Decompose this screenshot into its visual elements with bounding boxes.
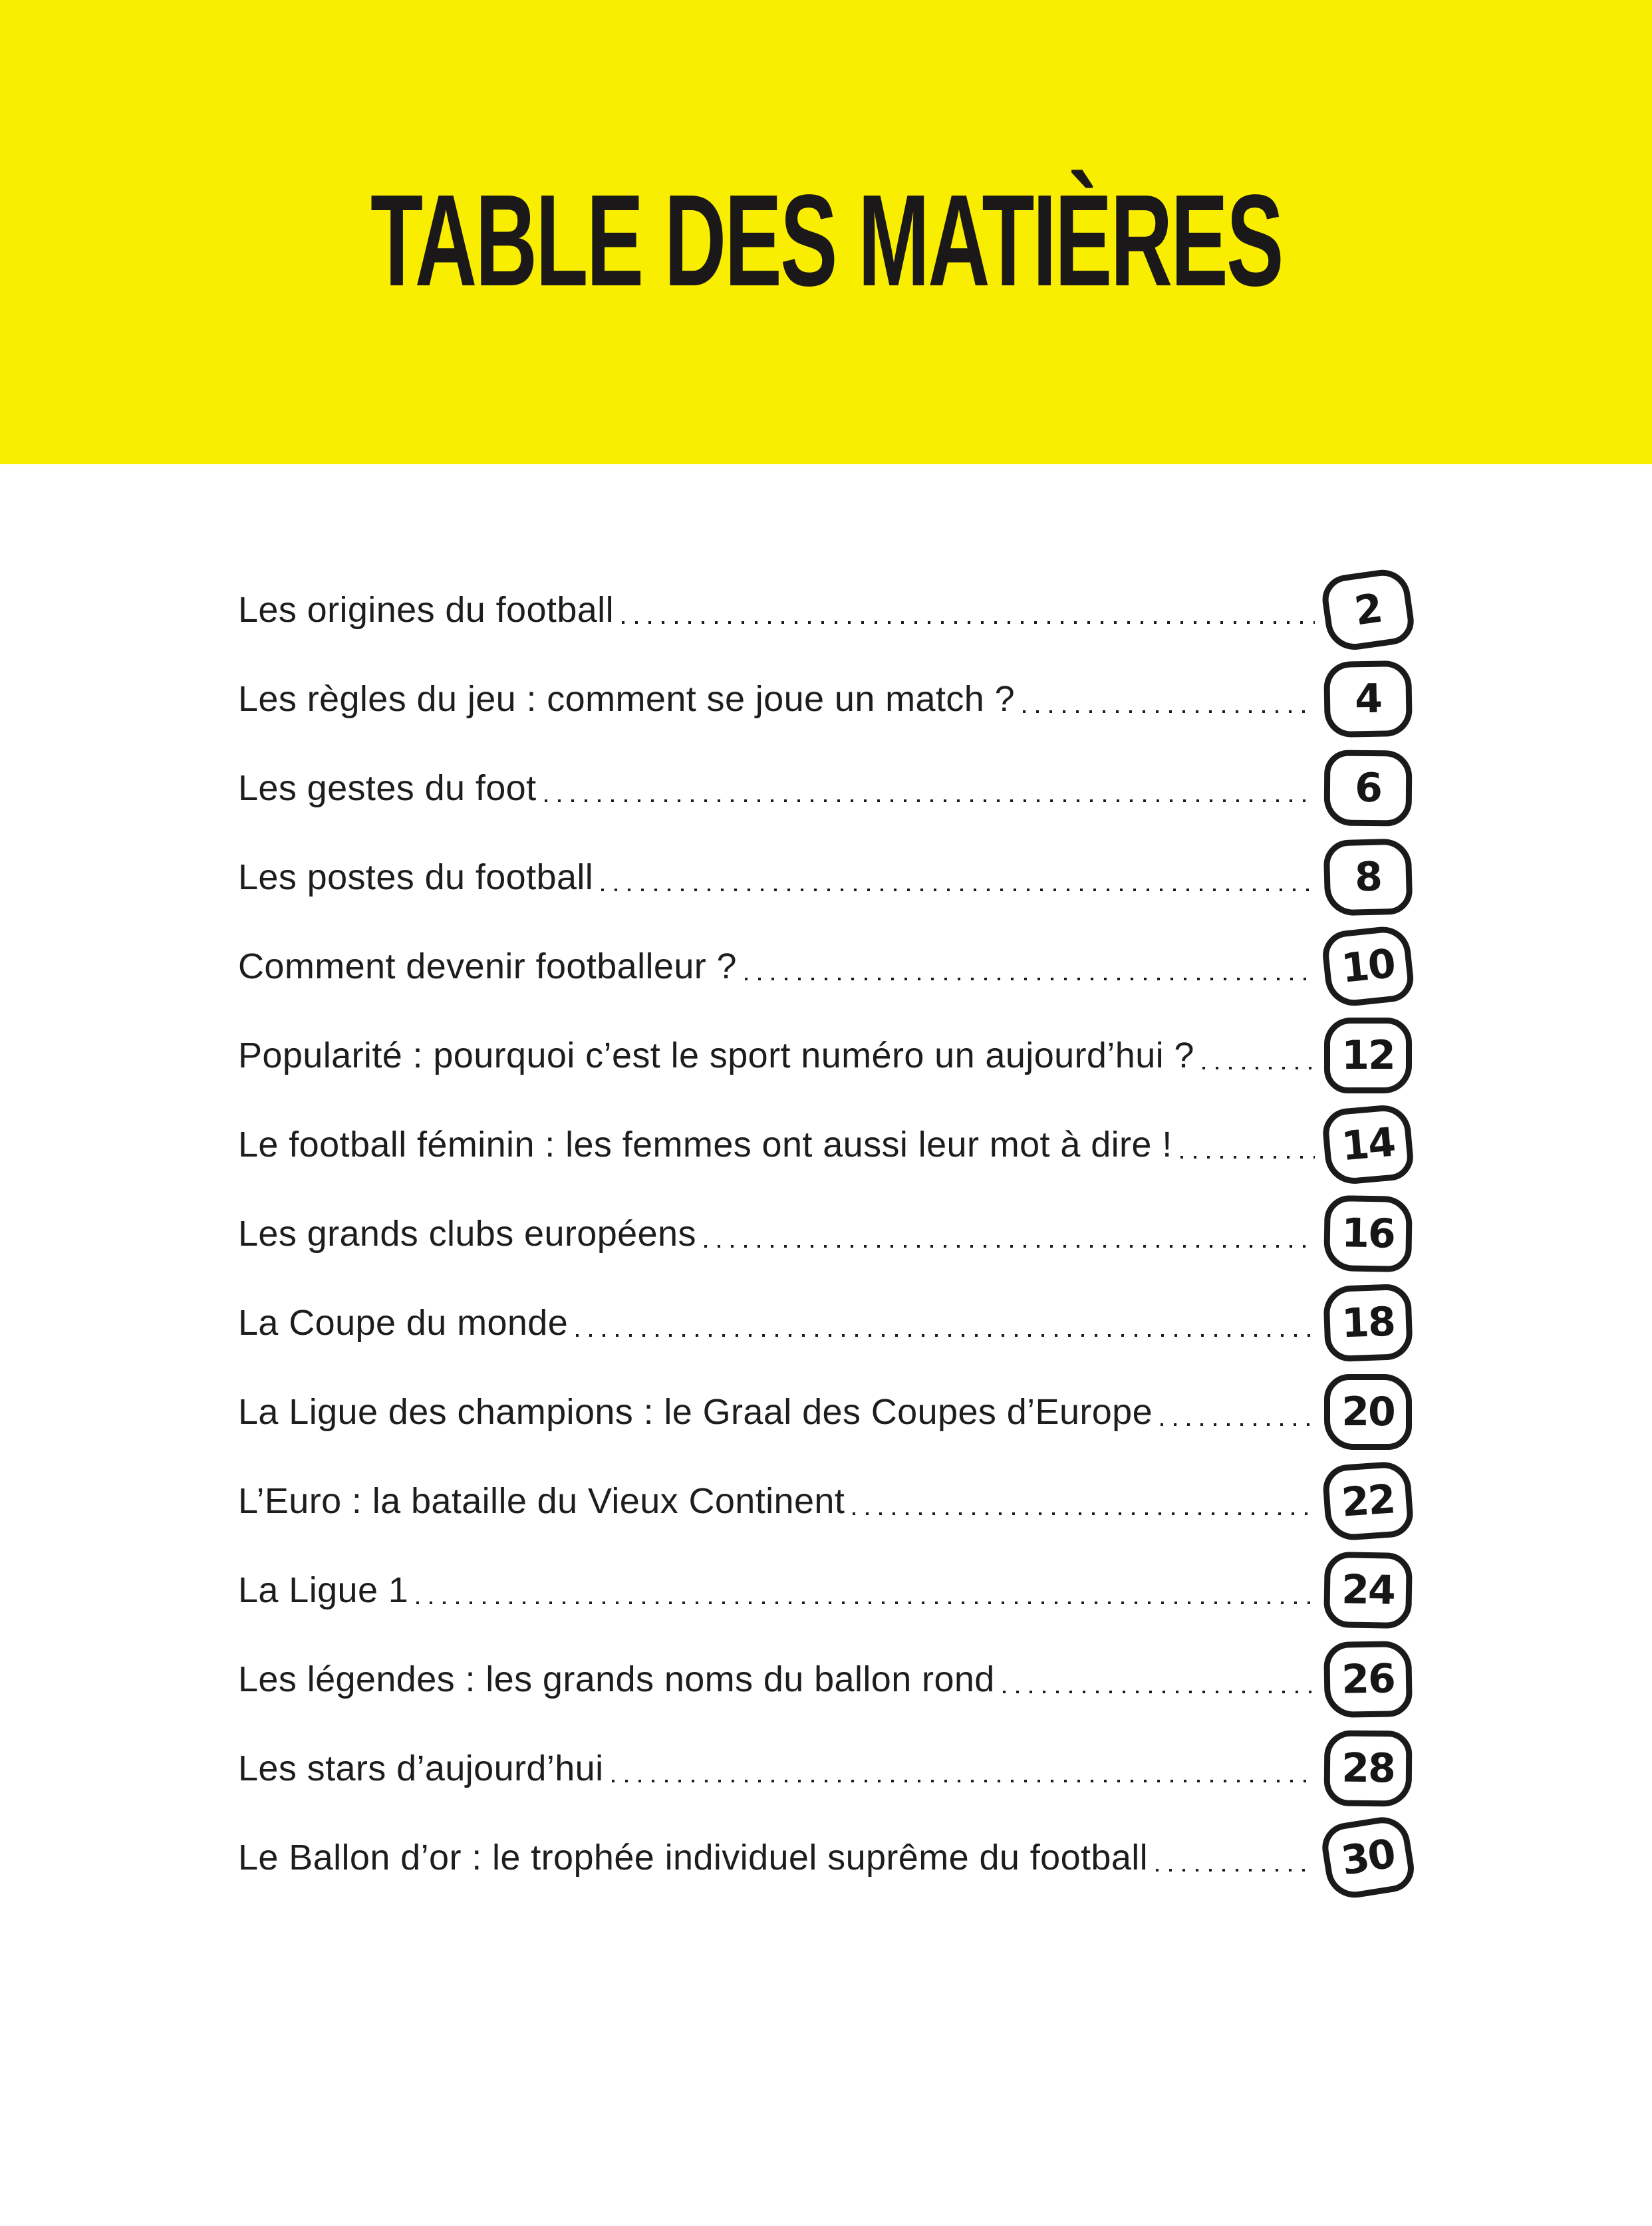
toc-row	[238, 1724, 1412, 1813]
toc-row	[238, 1189, 1412, 1278]
toc-list	[238, 565, 1412, 1902]
page-number-badge	[1321, 1103, 1415, 1186]
page-number: 30	[1338, 1830, 1398, 1885]
page-number: 14	[1339, 1119, 1397, 1171]
page-number-badge	[1319, 1813, 1417, 1901]
page-number: 24	[1341, 1566, 1395, 1614]
dotted-leader	[704, 1245, 1315, 1248]
dotted-leader	[1161, 1423, 1315, 1426]
toc-row	[238, 1457, 1412, 1546]
toc-row	[238, 833, 1412, 922]
dotted-leader	[612, 1780, 1315, 1782]
toc-row	[238, 1367, 1412, 1457]
dotted-leader	[1156, 1869, 1315, 1872]
dotted-leader	[853, 1512, 1315, 1515]
toc-entry-label: Les stars d’aujourd’hui	[238, 1748, 604, 1788]
dotted-leader	[545, 799, 1315, 802]
dotted-leader	[601, 889, 1315, 891]
toc-row	[238, 1546, 1412, 1635]
toc-row	[238, 565, 1412, 654]
page-number-badge	[1324, 750, 1413, 826]
page-number: 4	[1354, 675, 1382, 723]
toc-row	[238, 1635, 1412, 1724]
toc-entry-label: L’Euro : la bataille du Vieux Continent	[238, 1481, 845, 1521]
page-number-badge	[1323, 1552, 1413, 1629]
toc-row	[238, 1011, 1412, 1100]
toc-entry-label: La Coupe du monde	[238, 1303, 569, 1343]
toc-row	[238, 922, 1412, 1011]
page-number: 20	[1341, 1389, 1395, 1435]
toc-entry-label: Comment devenir footballeur ?	[238, 946, 737, 986]
dotted-leader	[745, 978, 1315, 980]
page-number-badge	[1323, 1284, 1413, 1363]
page-number: 28	[1341, 1744, 1395, 1792]
toc-entry-label: Les postes du football	[238, 857, 594, 897]
page-number-badge	[1323, 1641, 1413, 1718]
header-banner	[0, 0, 1652, 464]
page-number-badge	[1323, 660, 1413, 738]
toc-entry-label: Les origines du football	[238, 590, 614, 630]
page-number: 8	[1354, 853, 1382, 901]
toc-entry-label: Les règles du jeu : comment se joue un match ?	[238, 679, 1016, 719]
page-number: 6	[1354, 764, 1382, 812]
page-number-badge	[1323, 1195, 1413, 1272]
page-number: 2	[1351, 585, 1385, 635]
toc-entry-label: Le Ballon d’or : le trophée individuel suprême du football	[238, 1838, 1149, 1878]
page-number: 16	[1341, 1210, 1395, 1258]
toc-row	[238, 1100, 1412, 1189]
toc-row	[238, 744, 1412, 833]
dotted-leader	[1023, 710, 1315, 713]
dotted-leader	[1003, 1691, 1315, 1693]
dotted-leader	[576, 1334, 1315, 1337]
page-number-badge	[1324, 1018, 1412, 1093]
toc-entry-label: La Ligue 1	[238, 1570, 409, 1610]
page-number-badge	[1324, 1730, 1413, 1806]
page-number: 22	[1339, 1476, 1397, 1526]
page-title: TABLE DES MATIÈRES	[370, 168, 1282, 313]
toc-row	[238, 654, 1412, 744]
dotted-leader	[1202, 1067, 1315, 1069]
page-number: 10	[1339, 940, 1397, 992]
page-number-badge	[1323, 838, 1413, 916]
toc-entry-label: Les grands clubs européens	[238, 1214, 696, 1254]
toc-entry-label: Popularité : pourquoi c’est le sport numéro un aujourd’hui ?	[238, 1036, 1194, 1075]
dotted-leader	[1180, 1156, 1315, 1159]
toc-row	[238, 1813, 1412, 1902]
page-number: 26	[1341, 1655, 1395, 1703]
dotted-leader	[416, 1601, 1315, 1604]
page-number-badge	[1321, 1461, 1415, 1542]
page-number: 18	[1341, 1298, 1395, 1347]
page-number-badge	[1319, 566, 1417, 653]
toc-entry-label: La Ligue des champions : le Graal des Coupes d’Europe	[238, 1392, 1153, 1432]
page-number: 12	[1341, 1032, 1395, 1079]
toc-entry-label: Les gestes du foot	[238, 768, 537, 808]
dotted-leader	[622, 621, 1315, 624]
toc-entry-label: Le football féminin : les femmes ont aussi leur mot à dire !	[238, 1125, 1172, 1165]
toc-row	[238, 1278, 1412, 1367]
toc-entry-label: Les légendes : les grands noms du ballon rond	[238, 1659, 995, 1699]
page-number-badge	[1320, 924, 1415, 1008]
page-number-badge	[1324, 1374, 1412, 1450]
